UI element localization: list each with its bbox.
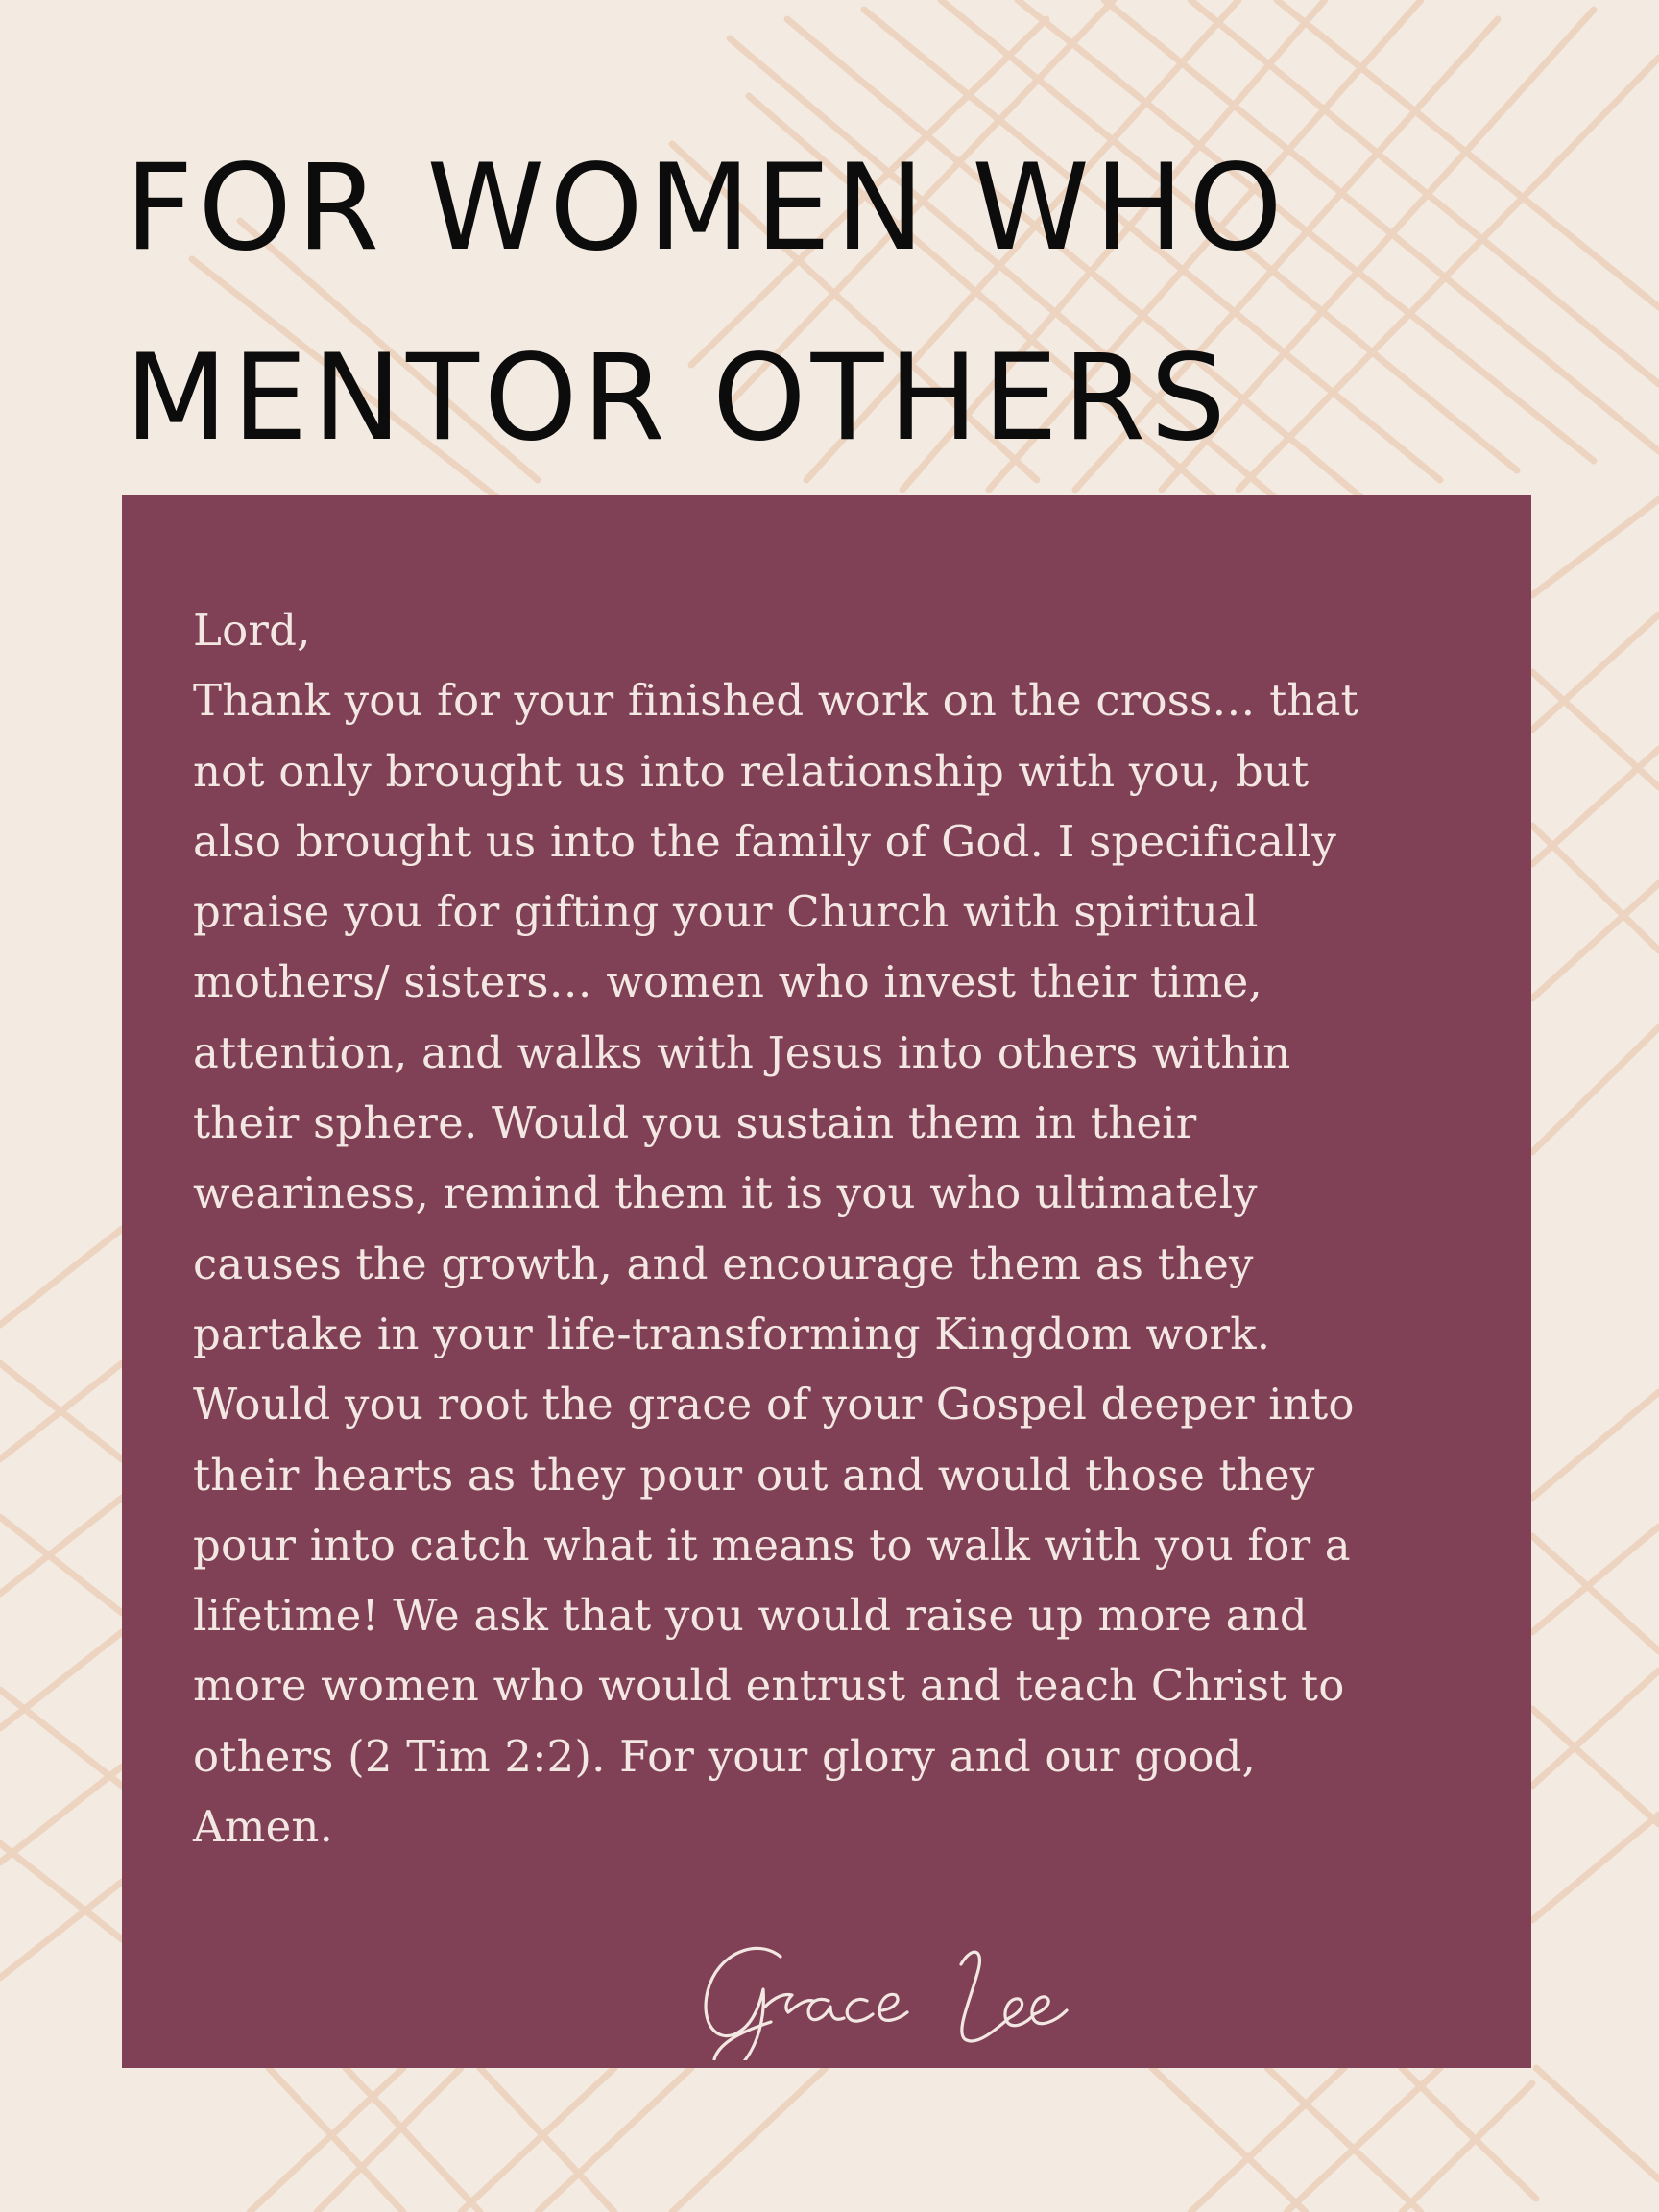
prayer-line: lifetime! We ask that you would raise up more and	[193, 1590, 1308, 1642]
prayer-line: causes the growth, and encourage them as they	[193, 1238, 1254, 1289]
prayer-line: their hearts as they pour out and would those they	[193, 1449, 1315, 1501]
page-title	[125, 113, 1584, 493]
prayer-line: their sphere. Would you sustain them in their	[193, 1097, 1197, 1149]
signature	[122, 1926, 1531, 2060]
prayer-line: Would you root the grace of your Gospel deeper into	[193, 1379, 1355, 1431]
prayer-line: partake in your life-transforming Kingdom work.	[193, 1308, 1271, 1359]
title-line-1: FOR WOMEN WHO	[125, 139, 1287, 277]
prayer-line: weariness, remind them it is you who ultimately	[193, 1167, 1258, 1219]
prayer-line: more women who would entrust and teach Christ to	[193, 1660, 1345, 1712]
prayer-text	[193, 595, 1479, 1862]
prayer-line: Thank you for your finished work on the cross… that	[193, 675, 1358, 727]
prayer-card	[122, 495, 1531, 2068]
prayer-line: others (2 Tim 2:2). For your glory and our good,	[193, 1730, 1257, 1782]
prayer-line: attention, and walks with Jesus into others within	[193, 1026, 1291, 1078]
prayer-line: pour into catch what it means to walk with you for a	[193, 1519, 1351, 1571]
prayer-line: also brought us into the family of God. I specifically	[193, 815, 1336, 867]
prayer-line: praise you for gifting your Church with spiritual	[193, 886, 1259, 938]
prayer-line: mothers/ sisters… women who invest their time,	[193, 956, 1262, 1008]
prayer-line: not only brought us into relationship with you, but	[193, 745, 1310, 797]
title-line-2: MENTOR OTHERS	[125, 329, 1231, 468]
prayer-line: Amen.	[193, 1801, 334, 1853]
prayer-line: Lord,	[193, 605, 311, 656]
